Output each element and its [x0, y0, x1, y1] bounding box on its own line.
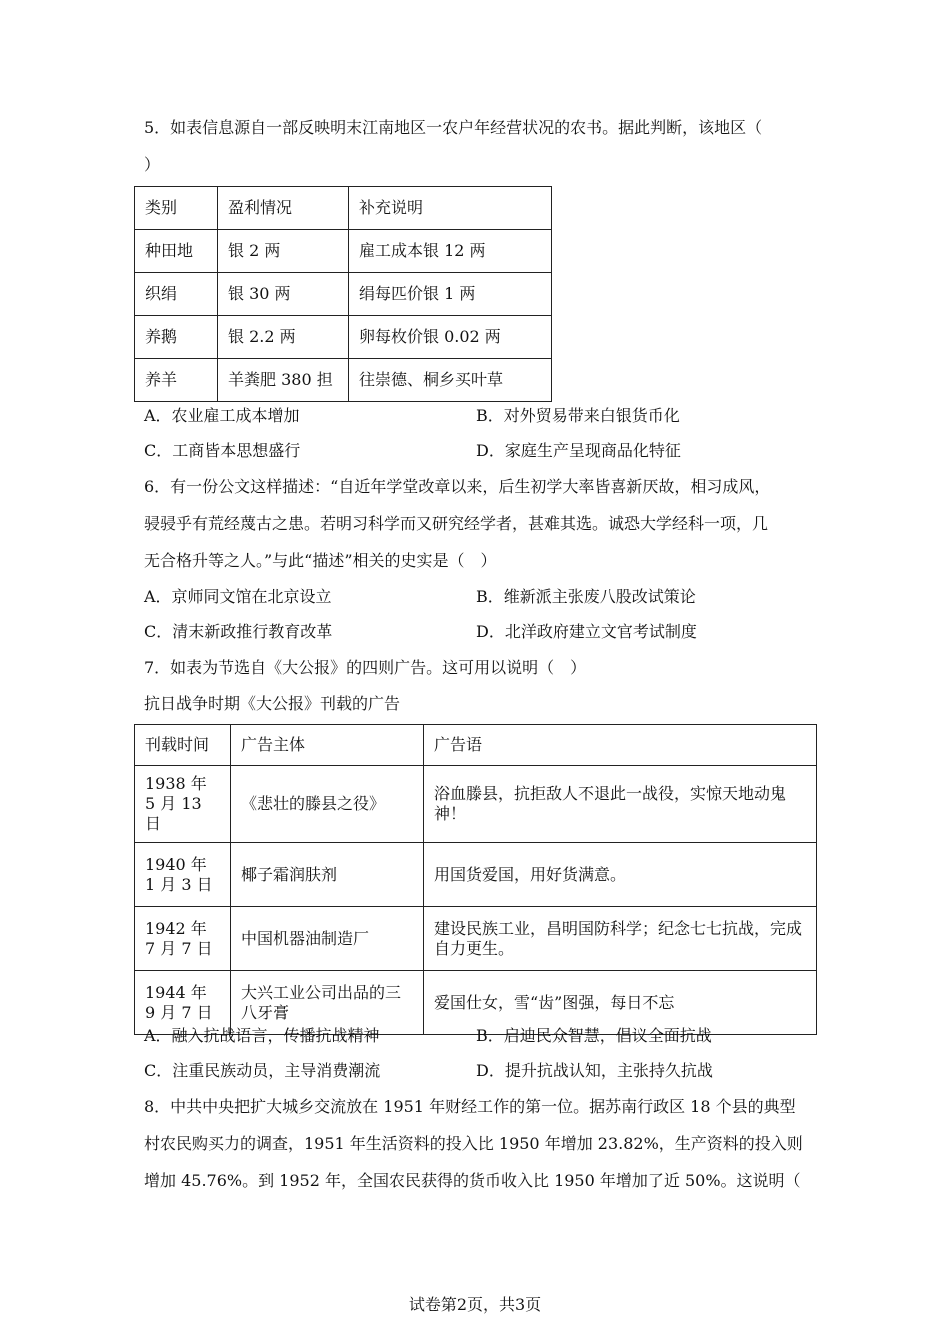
- table-row: [135, 316, 552, 359]
- q7-option-d[interactable]: D．提升抗战认知，主张持久抗战: [476, 1061, 713, 1080]
- table-row: [135, 766, 817, 843]
- q5-option-d[interactable]: D．家庭生产呈现商品化特征: [476, 441, 681, 460]
- table-header-cell: 补充说明: [349, 187, 552, 230]
- table-cell: 大兴工业公司出品的三八牙膏: [231, 971, 424, 1035]
- table-cell: 椰子霜润肤剂: [231, 843, 424, 907]
- table-cell: 1942 年 7 月 7 日: [135, 907, 231, 971]
- q7-stem-line1: 7．如表为节选自《大公报》的四则广告。这可用以说明（ ）: [144, 658, 587, 677]
- q6-stem-line2: 骎骎乎有荒经蔑古之患。若明习科学而又研究经学者，甚难其选。诚恐大学经科一项，几: [144, 514, 769, 533]
- table-cell: 《悲壮的滕县之役》: [231, 766, 424, 843]
- q5-stem-line1: 5．如表信息源自一部反映明末江南地区一农户年经营状况的农书。据此判断，该地区（: [144, 118, 763, 137]
- q8-stem-line2: 村农民购买力的调查，1951 年生活资料的投入比 1950 年增加 23.82%，生产资料的投入则: [144, 1134, 803, 1153]
- q8-stem-line1: 8．中共中央把扩大城乡交流放在 1951 年财经工作的第一位。据苏南行政区 18 个县的典型: [144, 1097, 796, 1116]
- q5-table: [134, 186, 552, 402]
- table-cell: 织绢: [135, 273, 218, 316]
- table-cell: 1944 年 9 月 7 日: [135, 971, 231, 1035]
- table-cell: 养鹅: [135, 316, 218, 359]
- table-header-cell: 类别: [135, 187, 218, 230]
- q8-stem-line3: 增加 45.76%。到 1952 年，全国农民获得的货币收入比 1950 年增加了近 50%。这说明（: [144, 1171, 801, 1190]
- table-header-cell: 广告主体: [231, 725, 424, 766]
- table-header-cell: 刊载时间: [135, 725, 231, 766]
- q7-table: [134, 724, 817, 1035]
- table-cell: 羊粪肥 380 担: [218, 359, 349, 402]
- table-header-row: [135, 187, 552, 230]
- q7-option-c[interactable]: C．注重民族动员，主导消费潮流: [144, 1061, 381, 1080]
- table-cell: 卵每枚价银 0.02 两: [349, 316, 552, 359]
- table-cell: 建设民族工业，昌明国防科学；纪念七七抗战，完成自力更生。: [424, 907, 817, 971]
- table-row: [135, 359, 552, 402]
- table-cell: 养羊: [135, 359, 218, 402]
- table-header-row: [135, 725, 817, 766]
- table-row: [135, 230, 552, 273]
- table-cell: 种田地: [135, 230, 218, 273]
- table-cell: 浴血滕县，抗拒敌人不退此一战役，实惊天地动鬼神！: [424, 766, 817, 843]
- q7-table-caption: 抗日战争时期《大公报》刊载的广告: [144, 694, 401, 713]
- page-footer: 试卷第2页，共3页: [408, 1295, 542, 1314]
- table-cell: 雇工成本银 12 两: [349, 230, 552, 273]
- table-row: [135, 273, 552, 316]
- table-cell: 往崇德、桐乡买叶草: [349, 359, 552, 402]
- table-cell: 1938 年 5 月 13 日: [135, 766, 231, 843]
- q7-option-b[interactable]: B．启迪民众智慧，倡议全面抗战: [476, 1026, 712, 1045]
- table-cell: 绢每匹价银 1 两: [349, 273, 552, 316]
- q6-stem-line1: 6．有一份公文这样描述：“自近年学堂改章以来，后生初学大率皆喜新厌故，相习成风，: [144, 477, 771, 496]
- q5-stem-line2: ）: [144, 155, 161, 174]
- table-cell: 用国货爱国，用好货满意。: [424, 843, 817, 907]
- q5-option-c[interactable]: C．工商皆本思想盛行: [144, 441, 301, 460]
- q5-option-b[interactable]: B．对外贸易带来白银货币化: [476, 406, 680, 425]
- q6-option-d[interactable]: D．北洋政府建立文官考试制度: [476, 622, 697, 641]
- table-header-cell: 盈利情况: [218, 187, 349, 230]
- table-row: [135, 971, 817, 1035]
- table-header-cell: 广告语: [424, 725, 817, 766]
- table-cell: 银 2 两: [218, 230, 349, 273]
- table-row: [135, 907, 817, 971]
- q6-stem-line3: 无合格升等之人。”与此“描述”相关的史实是（ ）: [144, 551, 497, 570]
- q7-option-a[interactable]: A．融入抗战语言，传播抗战精神: [144, 1026, 380, 1045]
- q5-option-a[interactable]: A．农业雇工成本增加: [144, 406, 300, 425]
- q6-option-a[interactable]: A．京师同文馆在北京设立: [144, 587, 332, 606]
- table-row: [135, 843, 817, 907]
- table-cell: 爱国仕女，雪“齿”图强，每日不忘: [424, 971, 817, 1035]
- table-cell: 1940 年 1 月 3 日: [135, 843, 231, 907]
- table-cell: 银 2.2 两: [218, 316, 349, 359]
- table-cell: 银 30 两: [218, 273, 349, 316]
- q6-option-b[interactable]: B．维新派主张废八股改试策论: [476, 587, 696, 606]
- q6-option-c[interactable]: C．清末新政推行教育改革: [144, 622, 333, 641]
- table-cell: 中国机器油制造厂: [231, 907, 424, 971]
